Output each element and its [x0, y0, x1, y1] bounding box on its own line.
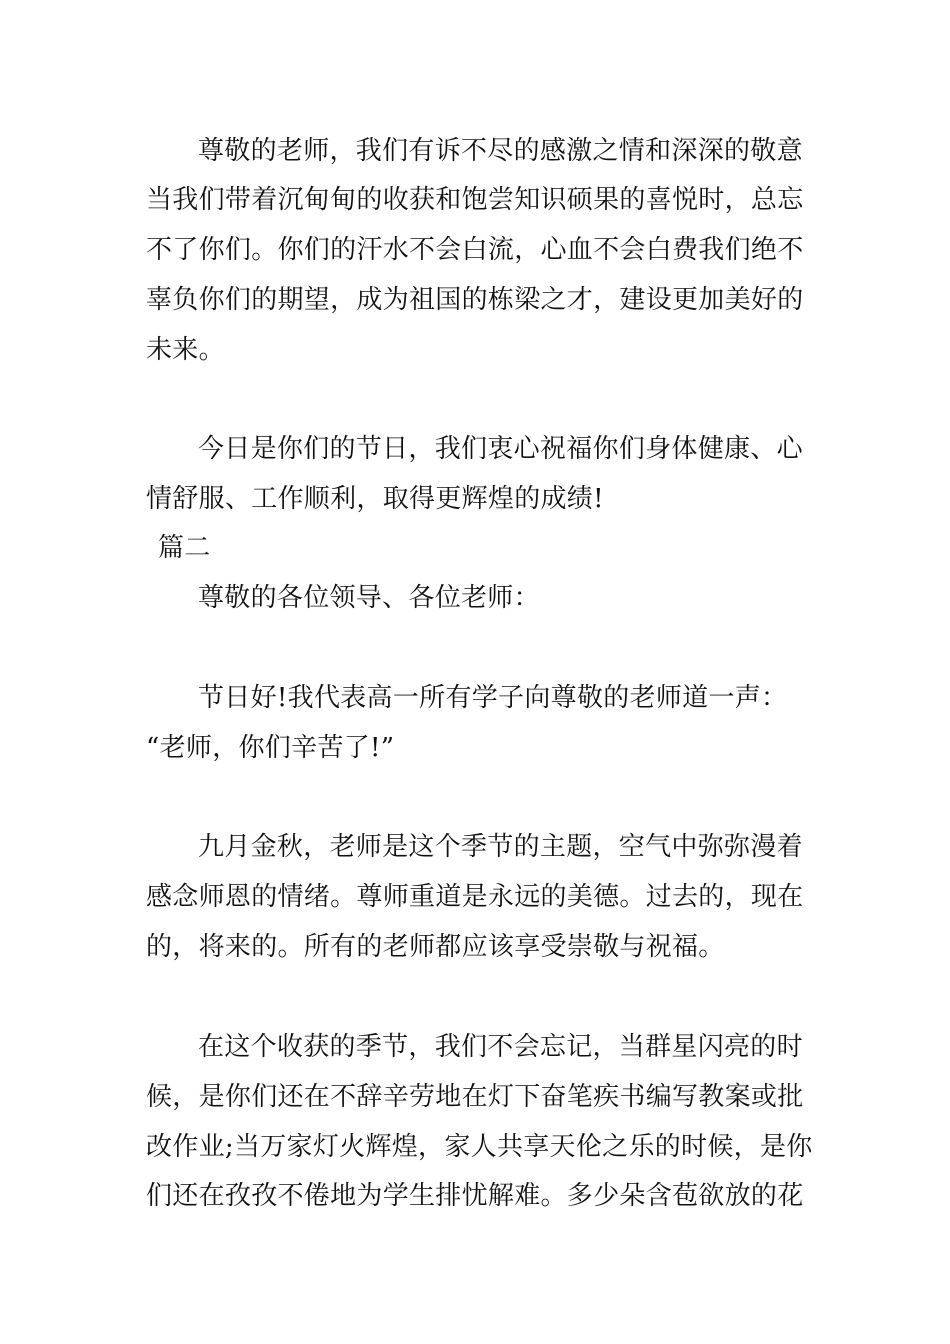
paragraph-5-line-2: 候，是你们还在不辞辛劳地在灯下奋笔疾书编写教案或批 — [146, 1082, 804, 1112]
paragraph-4-line-3: 的，将来的。所有的老师都应该享受崇敬与祝福。 — [146, 932, 725, 962]
paragraph-1-line-4: 辜负你们的期望，成为祖国的栋梁之才，建设更加美好的 — [146, 285, 804, 315]
paragraph-2-line-2: 情舒服、工作顺利，取得更辉煌的成绩! — [146, 484, 604, 514]
paragraph-5-line-4: 们还在孜孜不倦地为学生排忧解难。多少朵含苞欲放的花 — [146, 1181, 804, 1211]
paragraph-1-line-2: 当我们带着沉甸甸的收获和饱尝知识硕果的喜悦时，总忘 — [146, 185, 804, 215]
paragraph-5-line-1: 在这个收获的季节，我们不会忘记，当群星闪亮的时 — [198, 1032, 803, 1062]
paragraph-4-line-2: 感念师恩的情绪。尊师重道是永远的美德。过去的，现在 — [146, 882, 804, 912]
paragraph-3-line-2: “老师，你们辛苦了!” — [146, 733, 395, 763]
paragraph-2-line-1: 今日是你们的节日，我们衷心祝福你们身体健康、心 — [198, 434, 803, 464]
paragraph-1-line-5: 未来。 — [146, 335, 225, 365]
paragraph-5-line-3: 改作业;当万家灯火辉煌，家人共享天伦之乐的时候，是你 — [146, 1132, 813, 1162]
section-heading: 篇二 — [158, 533, 211, 563]
paragraph-1-line-3: 不了你们。你们的汗水不会白流，心血不会白费我们绝不 — [146, 235, 804, 265]
paragraph-4-line-1: 九月金秋，老师是这个季节的主题，空气中弥弥漫着 — [198, 832, 803, 862]
salutation: 尊敬的各位领导、各位老师： — [198, 583, 540, 613]
paragraph-1-line-1: 尊敬的老师，我们有诉不尽的感激之情和深深的敬意 — [198, 136, 803, 166]
paragraph-3-line-1: 节日好!我代表高一所有学子向尊敬的老师道一声： — [198, 683, 788, 713]
